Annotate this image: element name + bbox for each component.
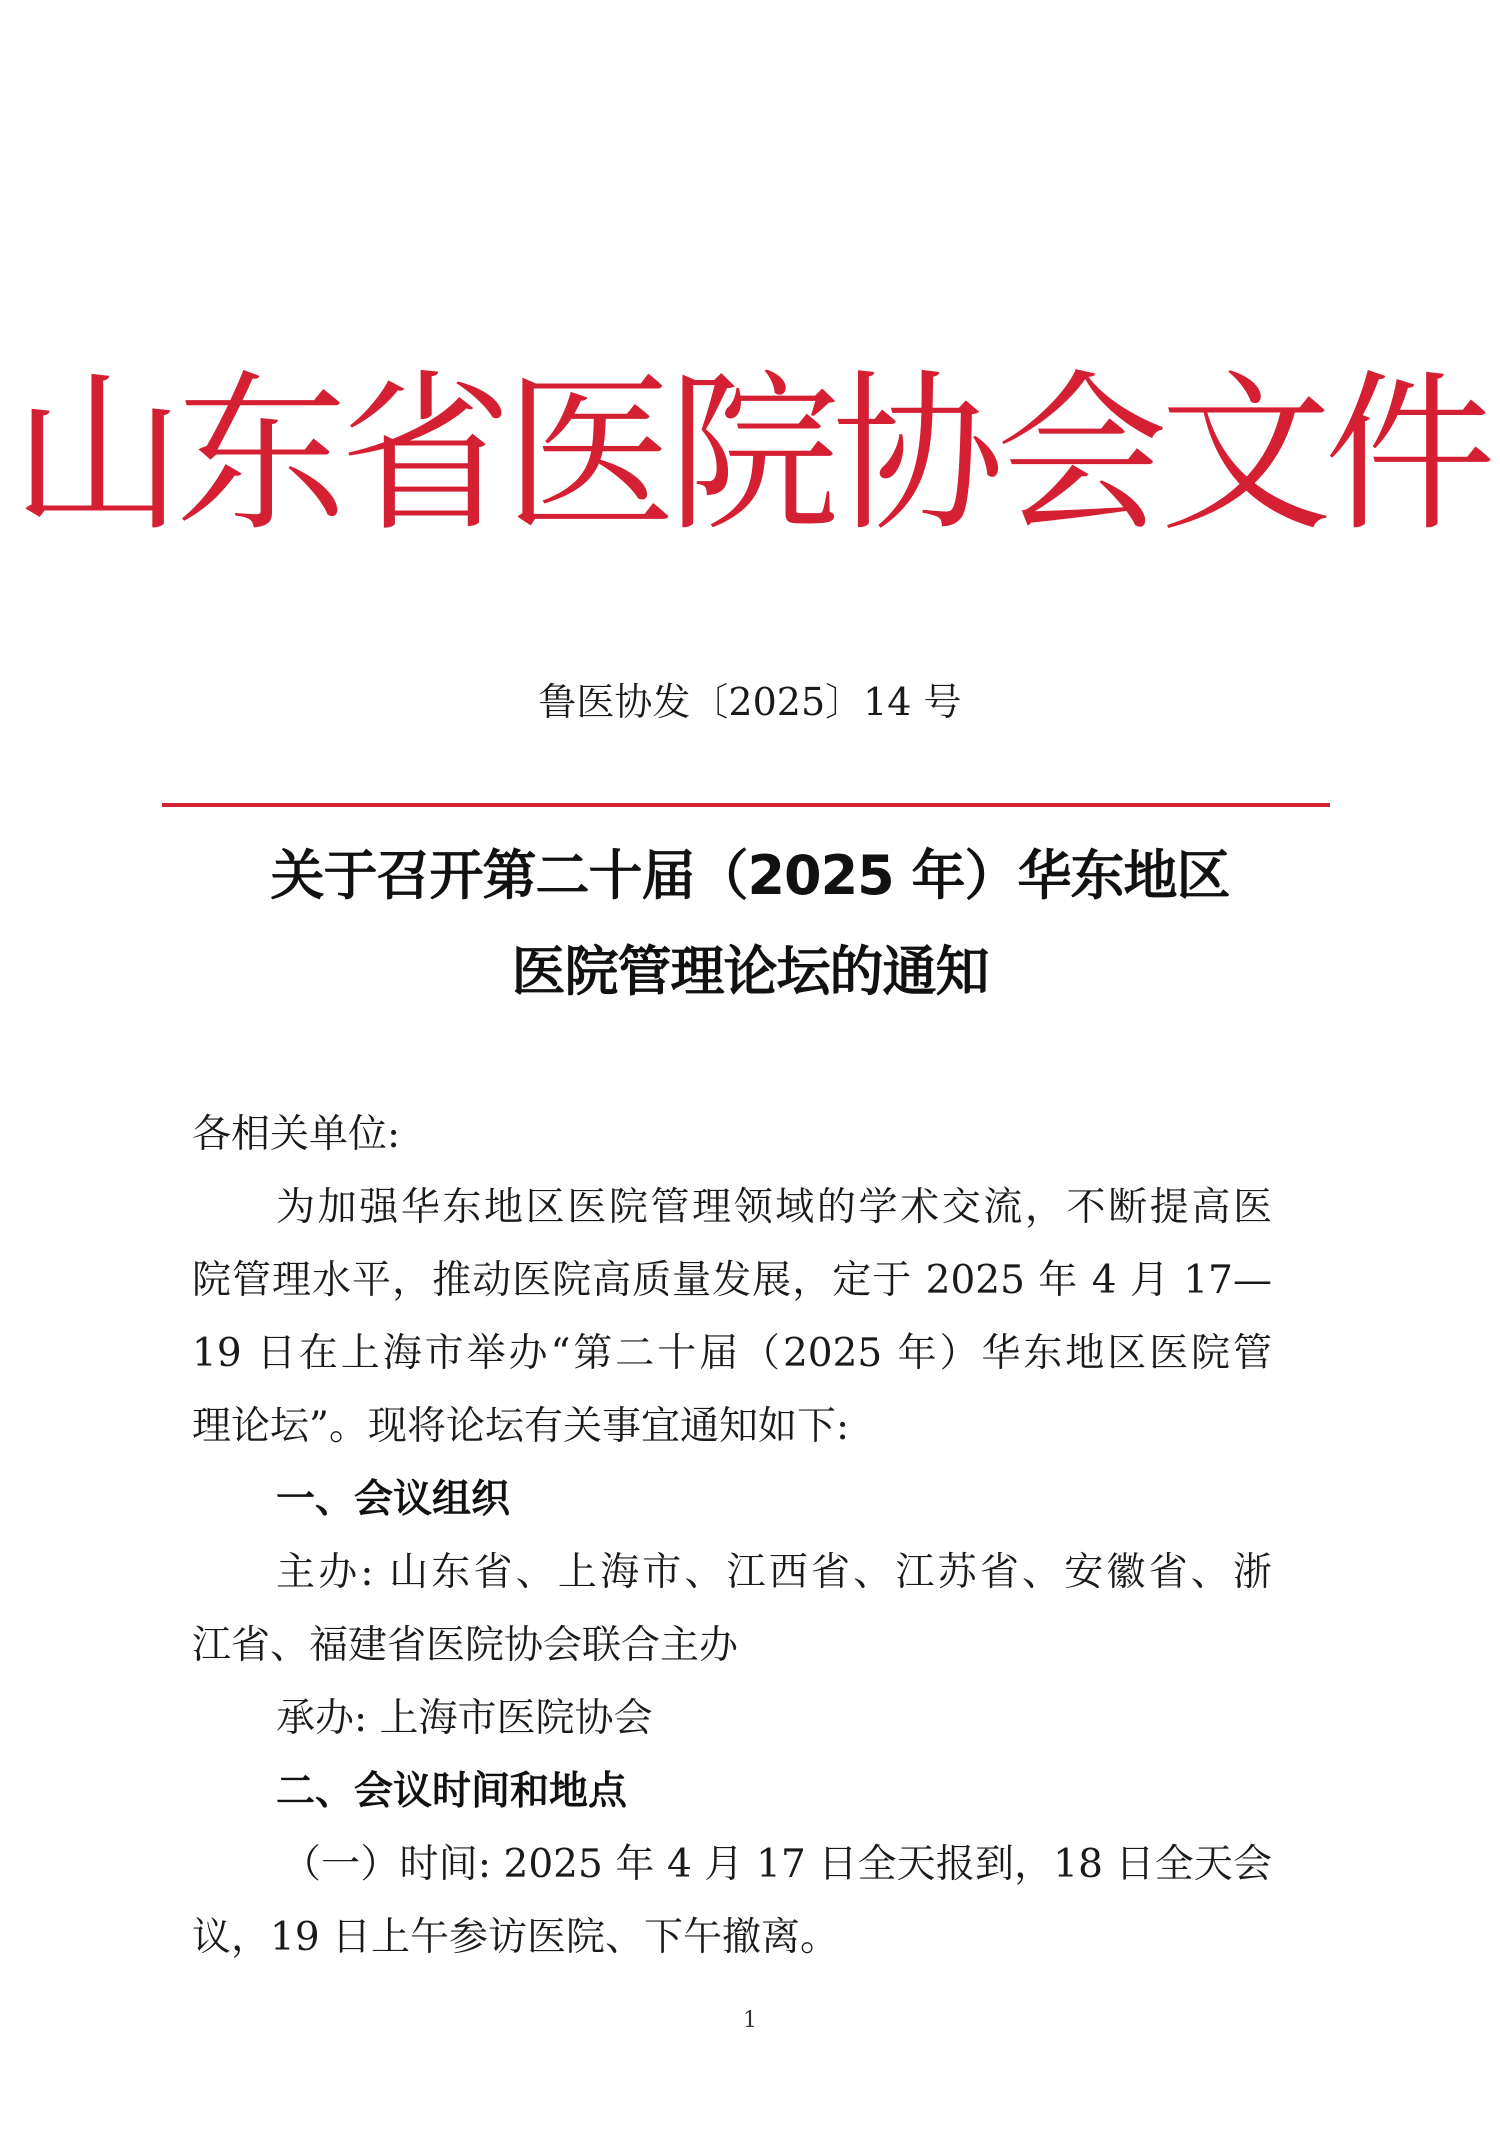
document-title-line-2: 医院管理论坛的通知 <box>511 940 989 1003</box>
intro-line-2: 院管理水平，推动医院高质量发展，定于 2025 年 4 月 17— <box>192 1258 1272 1303</box>
red-divider-line <box>162 803 1330 807</box>
intro-line-3: 19 日在上海市举办“第二十届（2025 年）华东地区医院管 <box>192 1331 1272 1376</box>
host-line: 承办: 上海市医院协会 <box>276 1696 653 1741</box>
document-masthead: 山东省医院协会文件 <box>12 354 1488 555</box>
intro-line-1: 为加强华东地区医院管理领域的学术交流，不断提高医 <box>276 1185 1272 1230</box>
time-line-1: （一）时间: 2025 年 4 月 17 日全天报到，18 日全天会 <box>282 1842 1272 1887</box>
organizers-line-1: 主办: 山东省、上海市、江西省、江苏省、安徽省、浙 <box>276 1550 1272 1595</box>
section-2-heading: 二、会议时间和地点 <box>276 1769 628 1814</box>
page-number: 1 <box>743 2008 757 2033</box>
time-line-2: 议，19 日上午参访医院、下午撤离。 <box>192 1915 840 1960</box>
section-1-heading: 一、会议组织 <box>276 1477 511 1522</box>
intro-line-4: 理论坛”。现将论坛有关事宜通知如下: <box>192 1404 850 1449</box>
organizers-line-2: 江省、福建省医院协会联合主办 <box>192 1623 739 1668</box>
document-title-line-1: 关于召开第二十届（2025 年）华东地区 <box>270 844 1230 907</box>
salutation: 各相关单位: <box>192 1112 401 1157</box>
document-number: 鲁医协发〔2025〕14 号 <box>538 680 962 724</box>
